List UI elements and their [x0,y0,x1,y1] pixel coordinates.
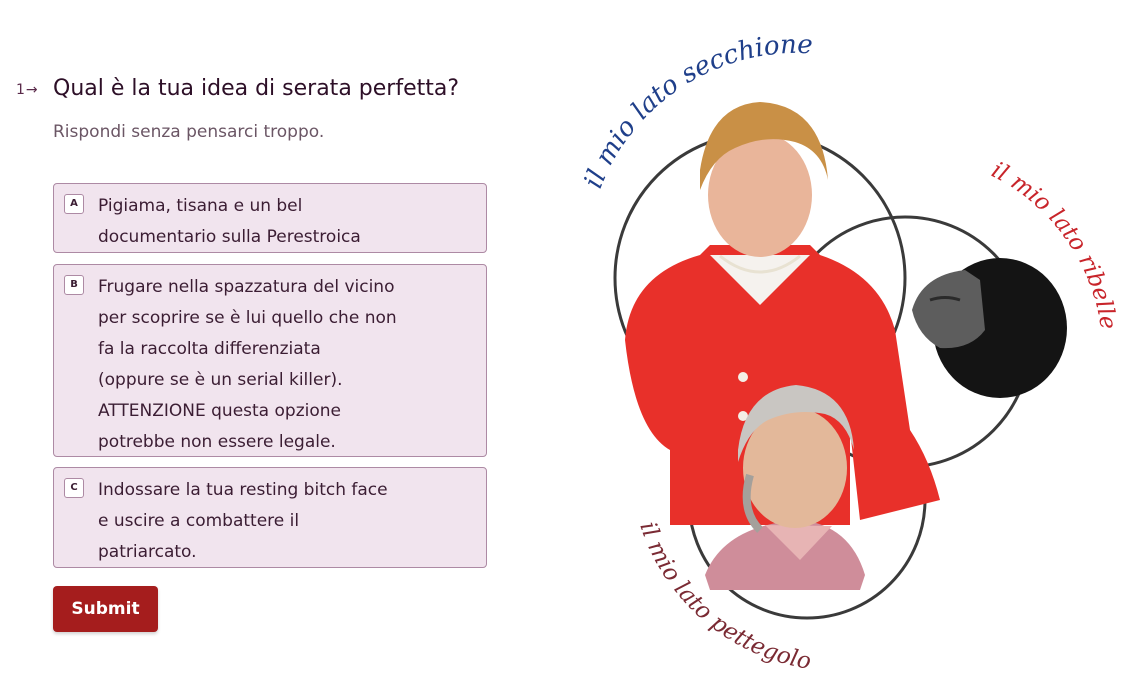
choice-label-c: Indossare la tua resting bitch face e uscire a combattere il patriarcato. [98,480,388,562]
choice-key-a: A [64,194,84,214]
question-subtitle: Rispondi senza pensarci troppo. [53,122,325,142]
submit-button[interactable]: Submit [53,586,158,632]
label-top: il mio lato secchione [578,30,814,193]
choice-label-a: Pigiama, tisana e un bel documentario sulla Perestroica [98,196,361,247]
question-title: Qual è la tua idea di serata perfetta? [53,76,460,101]
choice-label-b: Frugare nella spazzatura del vicino per scoprire se è lui quello che non fa la raccolta differenziata (oppure se è un serial killer). ATTENZIONE questa opzione potrebbe non essere legale. [98,277,397,452]
choice-a[interactable] [53,183,487,253]
question-number: 1→ [16,82,39,98]
portrait-afro [912,258,1067,398]
choice-key-b: B [64,275,84,295]
label-bottom: il mio lato pettegolo [634,518,814,675]
venn-illustration [560,30,1125,686]
label-right: il mio lato ribelle [987,157,1122,332]
choice-key-c: C [64,478,84,498]
choice-c[interactable] [53,467,487,568]
venn-diagram [560,30,1125,686]
choice-b[interactable] [53,264,487,457]
